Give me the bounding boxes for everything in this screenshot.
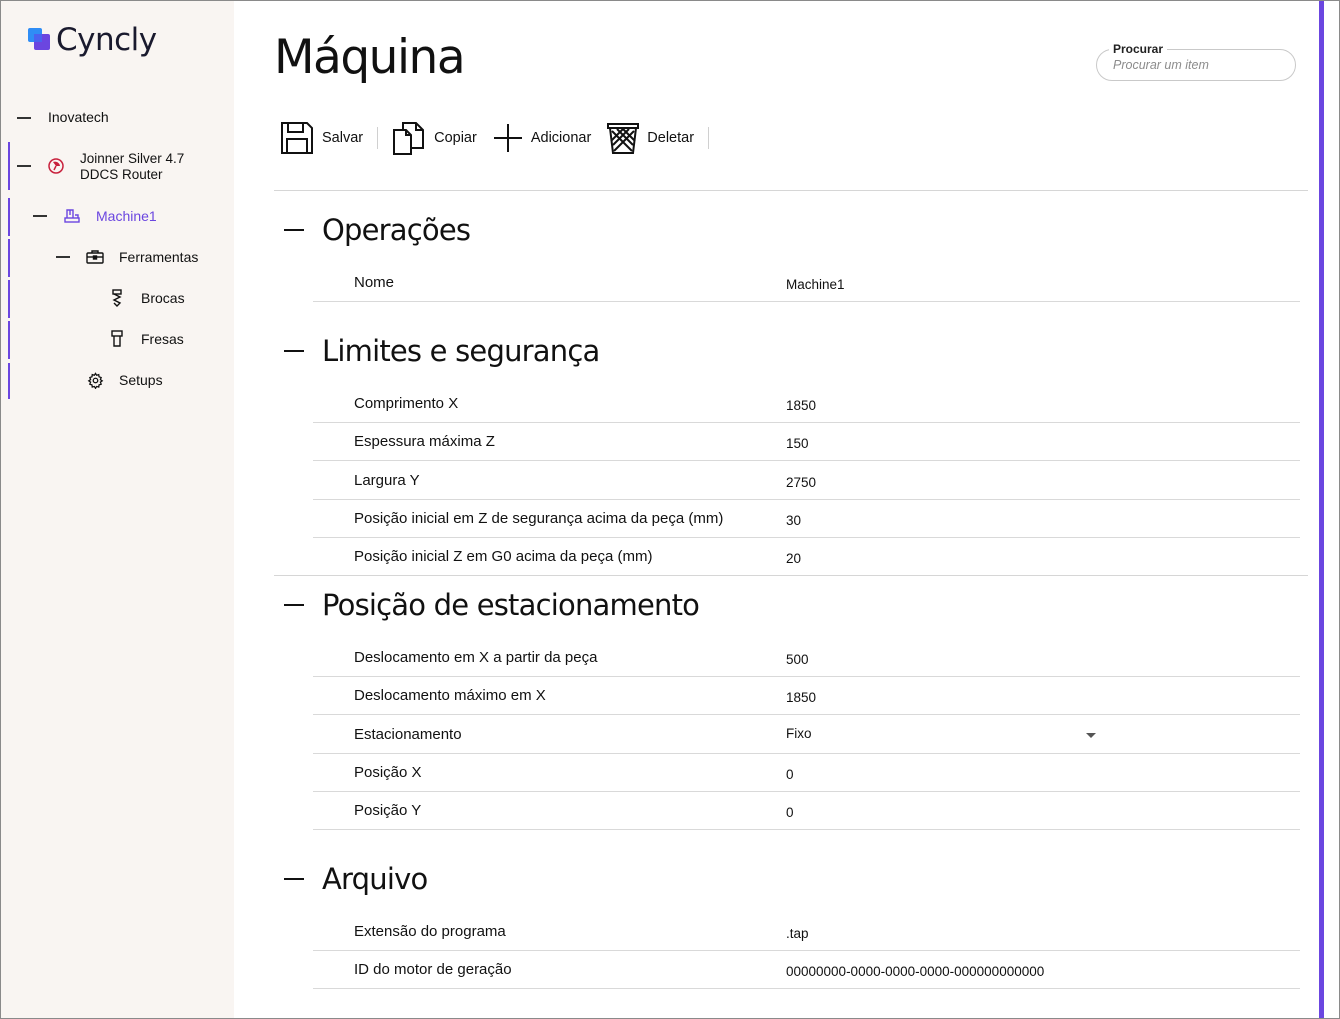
toolbar-divider (377, 127, 378, 149)
property-label: Posição inicial Z em G0 acima da peça (mm) (354, 548, 653, 565)
copy-icon (392, 121, 426, 155)
property-label: Deslocamento em X a partir da peça (354, 649, 598, 666)
page-title: Máquina (274, 30, 465, 85)
save-button[interactable] (280, 121, 363, 155)
sidebar-item-label: Fresas (141, 331, 184, 347)
chevron-down-icon[interactable] (1086, 733, 1096, 738)
property-label: Posição X (354, 764, 422, 781)
search-input[interactable] (1113, 58, 1283, 72)
drill-bit-icon (108, 289, 126, 307)
property-label: ID do motor de geração (354, 961, 512, 978)
toolbar-divider (708, 127, 709, 149)
collapse-dash-icon[interactable] (17, 117, 31, 119)
toolbar (280, 118, 723, 158)
property-row[interactable] (313, 792, 1300, 830)
collapse-dash-icon[interactable] (33, 215, 47, 217)
gear-icon (86, 371, 104, 389)
sidebar-item-joinner[interactable] (47, 151, 184, 183)
collapse-section-icon[interactable] (284, 229, 304, 231)
section-title-parking: Posição de estacionamento (322, 588, 700, 622)
property-label: Posição Y (354, 802, 422, 819)
section-title-limits: Limites e segurança (322, 334, 600, 368)
property-row[interactable] (313, 462, 1300, 500)
router-bit-icon (108, 330, 126, 348)
sidebar-item-machine1[interactable] (63, 207, 157, 225)
sidebar-item-ferramentas[interactable] (86, 248, 198, 266)
property-value[interactable]: 1850 (786, 690, 817, 705)
property-value[interactable]: .tap (786, 926, 809, 941)
property-value[interactable]: 500 (786, 652, 809, 667)
property-row[interactable] (313, 754, 1300, 792)
collapse-section-icon[interactable] (284, 350, 304, 352)
tree-guide-line (8, 363, 10, 399)
sidebar-item-label: Machine1 (96, 208, 157, 224)
property-label: Largura Y (354, 472, 420, 489)
sidebar-item-label: Brocas (141, 290, 185, 306)
property-row[interactable] (313, 538, 1300, 576)
collapse-section-icon[interactable] (284, 604, 304, 606)
sidebar-item-label: Setups (119, 372, 163, 388)
property-label: Nome (354, 274, 395, 291)
property-value[interactable]: 1850 (786, 398, 817, 413)
sidebar-item-setups[interactable] (86, 371, 163, 389)
brand-logo[interactable] (28, 23, 157, 57)
property-value[interactable]: 150 (786, 436, 809, 451)
collapse-dash-icon[interactable] (17, 165, 31, 167)
sidebar-item-label: Joinner Silver 4.7 DDCS Router (80, 151, 185, 182)
sidebar-item-label: Inovatech (48, 109, 109, 125)
plus-icon (493, 123, 523, 153)
section-title-operations: Operações (322, 213, 471, 247)
header-divider (274, 190, 1308, 191)
property-value[interactable]: Machine1 (786, 277, 845, 292)
property-label: Deslocamento máximo em X (354, 687, 546, 704)
property-value[interactable]: 30 (786, 513, 802, 528)
property-row[interactable] (313, 385, 1300, 423)
copy-label: Copiar (434, 130, 477, 146)
tree-guide-line (8, 321, 10, 359)
cyncly-logo-icon (28, 28, 52, 52)
trash-icon (607, 121, 639, 155)
scrollbar[interactable] (1319, 1, 1324, 1018)
property-row[interactable] (313, 639, 1300, 677)
search-field[interactable] (1096, 42, 1296, 81)
property-row[interactable] (313, 677, 1300, 715)
save-label: Salvar (322, 130, 364, 146)
property-row[interactable] (313, 913, 1300, 951)
section-divider (274, 575, 1308, 576)
property-row[interactable] (313, 500, 1300, 538)
property-label: Posição inicial em Z de segurança acima da peça (mm) (354, 510, 724, 527)
toolbox-icon (86, 248, 104, 266)
property-value[interactable]: 2750 (786, 475, 817, 490)
sidebar-item-label: Ferramentas (119, 249, 199, 265)
delete-button[interactable] (607, 121, 694, 155)
property-row[interactable] (313, 423, 1300, 461)
property-row[interactable] (313, 951, 1300, 989)
brand-name: Cyncly (56, 22, 157, 58)
save-icon (280, 121, 314, 155)
copy-button[interactable] (392, 121, 477, 155)
machine-icon (63, 207, 81, 225)
add-button[interactable] (493, 123, 591, 153)
sidebar-item-inovatech[interactable] (48, 109, 109, 125)
collapse-dash-icon[interactable] (56, 256, 70, 258)
property-label: Estacionamento (354, 726, 462, 743)
property-row-select[interactable] (313, 716, 1300, 754)
tree-guide-line (8, 142, 10, 190)
tree-guide-line (8, 198, 10, 236)
property-label: Comprimento X (354, 395, 459, 412)
sidebar-item-brocas[interactable] (108, 289, 185, 307)
tree-guide-line (8, 280, 10, 318)
sidebar (1, 1, 234, 1018)
property-value[interactable]: 00000000-0000-0000-0000-000000000000 (786, 964, 1045, 979)
property-row[interactable] (313, 264, 1300, 302)
add-label: Adicionar (530, 130, 592, 146)
search-label: Procurar (1109, 42, 1167, 56)
tree-guide-line (8, 239, 10, 277)
property-value[interactable]: 20 (786, 551, 802, 566)
collapse-section-icon[interactable] (284, 878, 304, 880)
property-label: Extensão do programa (354, 923, 506, 940)
machine-brand-icon (47, 157, 65, 175)
parking-select[interactable]: Fixo (786, 726, 812, 741)
property-label: Espessura máxima Z (354, 433, 495, 450)
sidebar-item-fresas[interactable] (108, 330, 184, 348)
property-value[interactable]: 0 (786, 767, 794, 782)
section-title-file: Arquivo (322, 862, 428, 896)
delete-label: Deletar (647, 130, 695, 146)
property-value[interactable]: 0 (786, 805, 794, 820)
